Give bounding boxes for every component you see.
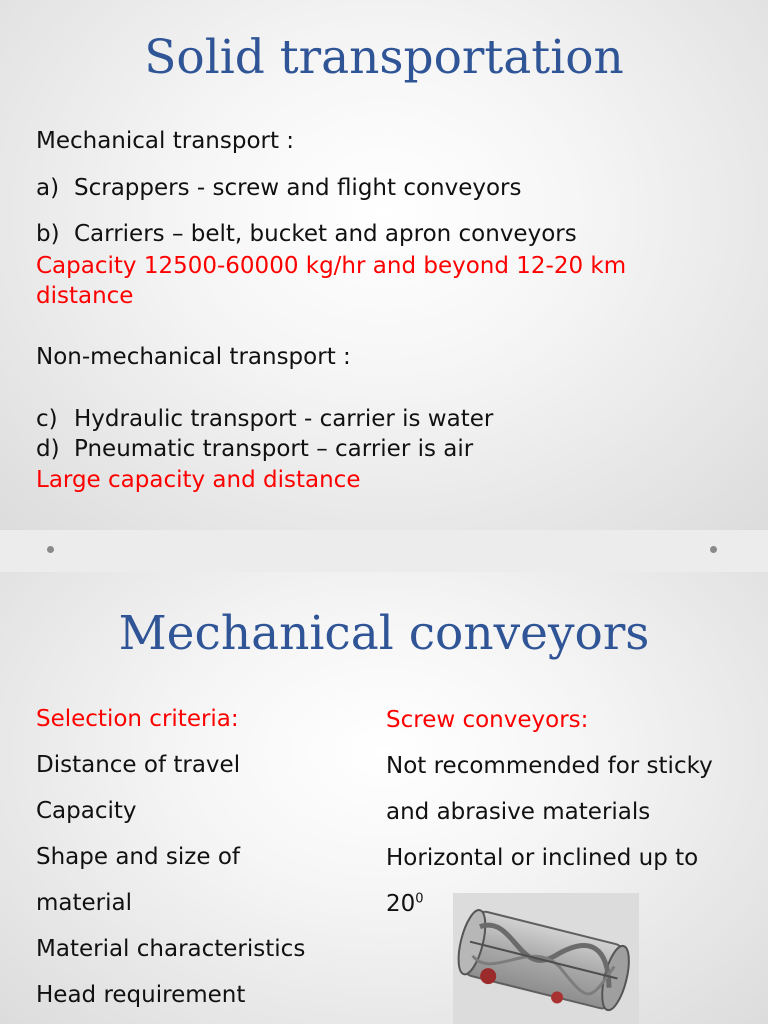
capacity-note-line1: Capacity 12500-60000 kg/hr and beyond 12-20 km bbox=[36, 253, 627, 279]
screw-conveyor-image bbox=[453, 893, 639, 1024]
list-marker: c) bbox=[36, 406, 58, 432]
criteria-item: Shape and size of bbox=[36, 844, 240, 870]
list-item bbox=[36, 175, 522, 203]
criteria-item: Head requirement bbox=[36, 982, 246, 1008]
list-item bbox=[36, 436, 473, 464]
criteria-item: material bbox=[36, 890, 132, 916]
screw-conveyor-note: and abrasive materials bbox=[386, 799, 651, 825]
separator-dot-left bbox=[47, 546, 54, 553]
criteria-item: Distance of travel bbox=[36, 752, 241, 778]
list-item-text: Hydraulic transport - carrier is water bbox=[74, 406, 494, 432]
screw-conveyor-note: Horizontal or inclined up to bbox=[386, 845, 699, 871]
list-marker: a) bbox=[36, 175, 60, 201]
non-mechanical-transport-heading: Non-mechanical transport : bbox=[36, 344, 351, 370]
incline-angle bbox=[386, 891, 424, 919]
list-item-text: Scrappers - screw and flight conveyors bbox=[74, 175, 522, 201]
capacity-note-line2: distance bbox=[36, 283, 134, 309]
list-item bbox=[36, 221, 577, 249]
degree-superscript: 0 bbox=[415, 891, 424, 907]
incline-angle-value: 20 bbox=[386, 891, 416, 917]
separator-dot-right bbox=[710, 546, 717, 553]
criteria-item: Capacity bbox=[36, 798, 137, 824]
list-item-text: Carriers – belt, bucket and apron conveyors bbox=[74, 221, 577, 247]
large-capacity-note: Large capacity and distance bbox=[36, 467, 361, 493]
screw-conveyor-note: Not recommended for sticky bbox=[386, 753, 713, 779]
list-item-text: Pneumatic transport – carrier is air bbox=[74, 436, 474, 462]
slide-mechanical-conveyors bbox=[0, 572, 768, 1024]
slide-title: Mechanical conveyors bbox=[118, 606, 650, 661]
list-marker: b) bbox=[36, 221, 60, 247]
mechanical-transport-heading: Mechanical transport : bbox=[36, 128, 295, 154]
screw-conveyors-heading: Screw conveyors: bbox=[386, 707, 589, 733]
selection-criteria-heading: Selection criteria: bbox=[36, 706, 239, 732]
slide-title: Solid transportation bbox=[144, 30, 624, 85]
list-item bbox=[36, 406, 493, 434]
criteria-item: Material characteristics bbox=[36, 936, 306, 962]
list-marker: d) bbox=[36, 436, 60, 462]
